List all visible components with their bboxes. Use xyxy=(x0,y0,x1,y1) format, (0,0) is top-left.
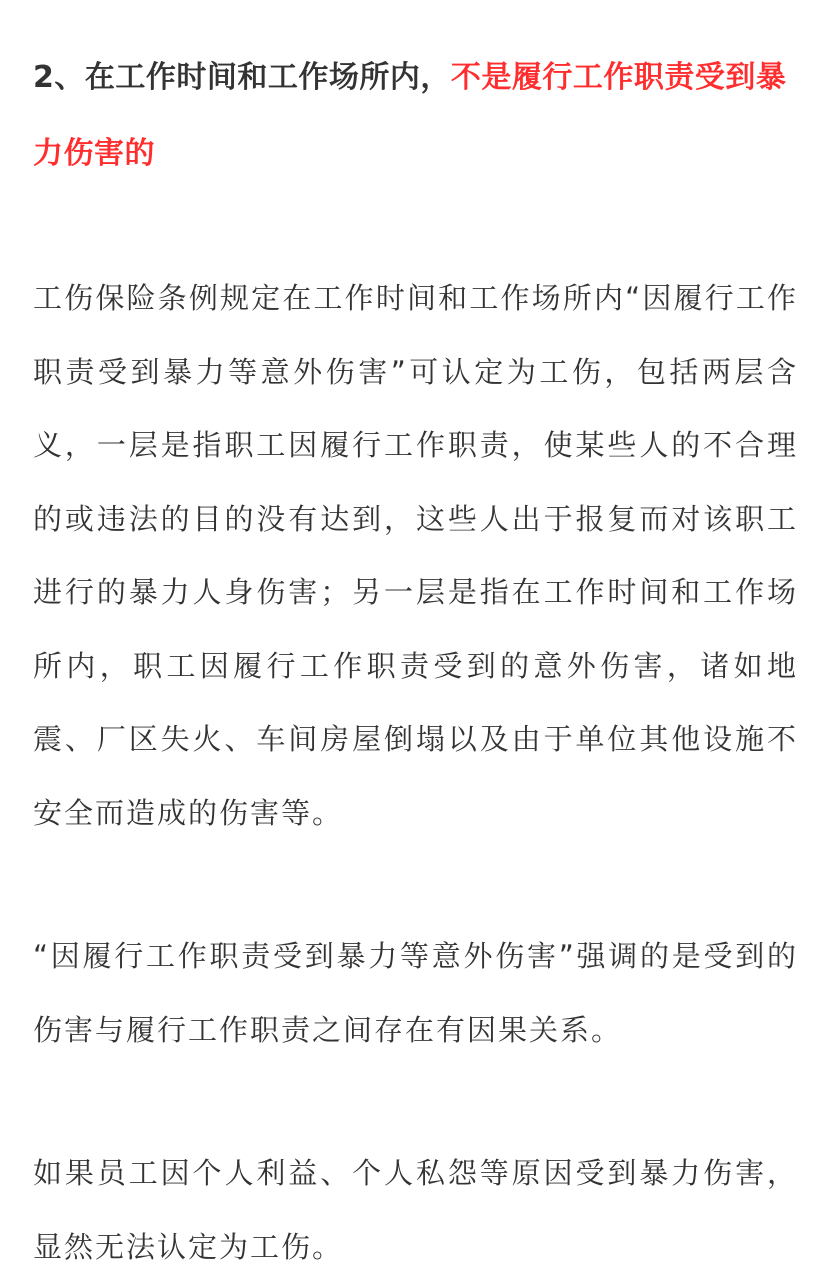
section-heading xyxy=(33,40,798,192)
paragraph-definition: 工伤保险条例规定在工作时间和工作场所内“因履行工作职责受到暴力等意外伤害”可认定为工伤，包括两层含义，一层是指职工因履行工作职责，使某些人的不合理的或违法的目的没有达到，这些人出于报复而对该职工进行的暴力人身伤害；另一层是指在工作时间和工作场所内，职工因履行工作职责受到的意外伤害，诸如地震、厂区失火、车间房屋倒塌以及由于单位其他设施不安全而造成的伤害等。 xyxy=(33,281,798,830)
heading-highlight: 不是履行工作职责受到暴力伤害的 xyxy=(33,60,787,171)
paragraph-conclusion: 如果员工因个人利益、个人私怨等原因受到暴力伤害，显然无法认定为工伤。 xyxy=(33,1156,798,1264)
heading-prefix: 2、在工作时间和工作场所内， xyxy=(33,60,451,95)
paragraph-causality: “因履行工作职责受到暴力等意外伤害”强调的是受到的伤害与履行工作职责之间存在有因果关系。 xyxy=(33,939,798,1047)
